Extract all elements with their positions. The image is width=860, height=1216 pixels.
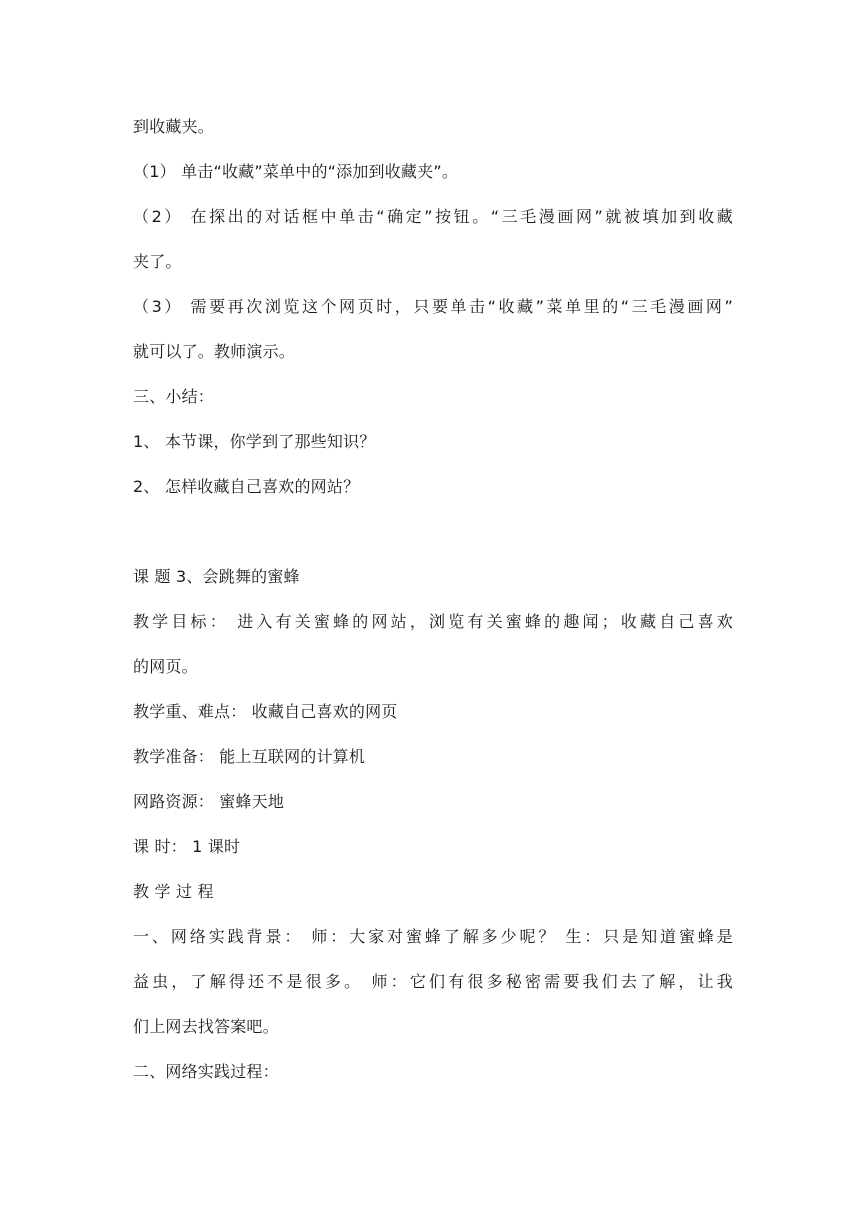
list-item: 1、 本节课，你学到了那些知识？ [133, 432, 376, 451]
section-heading: 三、小结： [133, 387, 215, 406]
text-line: 教学准备： 能上互联网的计算机 [133, 747, 366, 766]
text-line: 课 时： 1 课时 [133, 837, 241, 856]
text-line: 网路资源： 蜜蜂天地 [133, 792, 285, 811]
lesson-title: 课 题 3、会跳舞的蜜蜂 [133, 567, 300, 586]
text-line: （3） 需要再次浏览这个网页时，只要单击“收藏”菜单里的“三毛漫画网” [133, 297, 733, 316]
text-line: 到收藏夹。 [133, 117, 215, 136]
text-line: 教学重、难点： 收藏自己喜欢的网页 [133, 702, 398, 721]
text-line: 教学目标： 进入有关蜜蜂的网站，浏览有关蜜蜂的趣闻；收藏自己喜欢 [133, 612, 733, 631]
text-line: 一、网络实践背景： 师：大家对蜜蜂了解多少呢？ 生：只是知道蜜蜂是 [133, 927, 733, 946]
section-heading: 二、网络实践过程： [133, 1062, 279, 1081]
text-line: 益虫，了解得还不是很多。 师：它们有很多秘密需要我们去了解，让我 [133, 972, 733, 991]
text-line: （1） 单击“收藏”菜单中的“添加到收藏夹”。 [133, 162, 459, 181]
text-line: 夹了。 [133, 252, 182, 271]
text-line: （2） 在探出的对话框中单击“确定”按钮。“三毛漫画网”就被填加到收藏 [133, 207, 733, 226]
section-heading: 教 学 过 程 [133, 882, 214, 901]
text-line: 的网页。 [133, 657, 198, 676]
text-line: 们上网去找答案吧。 [133, 1017, 279, 1036]
list-item: 2、 怎样收藏自己喜欢的网站？ [133, 477, 360, 496]
text-line: 就可以了。教师演示。 [133, 342, 296, 361]
